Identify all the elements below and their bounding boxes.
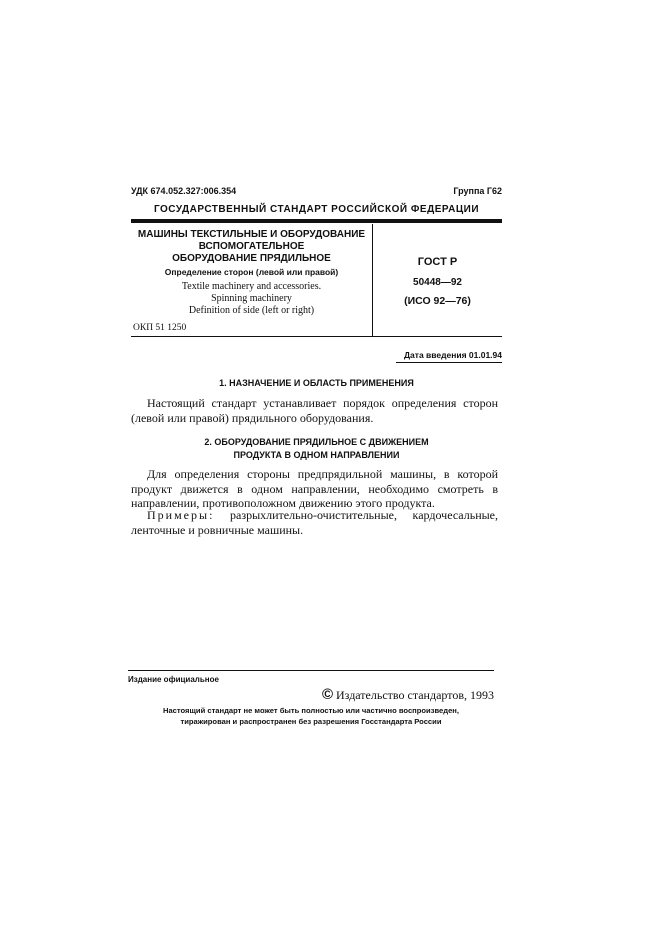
- title-line-2: ВСПОМОГАТЕЛЬНОЕ: [198, 241, 305, 252]
- title-line-3: ОБОРУДОВАНИЕ ПРЯДИЛЬНОЕ: [172, 253, 331, 264]
- group-code: Группа Г62: [453, 186, 502, 196]
- introduction-date-underline: [396, 362, 502, 363]
- examples-text: разрыхлительно-очистительные, кардочесальные, ленточные и ровничные машины.: [131, 508, 499, 537]
- section-1-text: Настоящий стандарт устанавливает порядок определения сторон (левой или правой) прядильного оборудования.: [131, 396, 498, 425]
- section-2-text: Для определения стороны предпрядильной машины, в которой продукт движется в одном направлении, необходимо смотреть в направлении, противоположном движению этого продукта.: [131, 467, 498, 510]
- title-block: [131, 224, 372, 336]
- introduction-date: Дата введения 01.01.94: [404, 350, 502, 360]
- english-title-line-3: Definition of side (left or right): [188, 305, 315, 316]
- section-1-heading: 1. НАЗНАЧЕНИЕ И ОБЛАСТЬ ПРИМЕНЕНИЯ: [219, 378, 414, 388]
- examples-label: Примеры:: [147, 508, 215, 522]
- copyright-notice-line-1: Настоящий стандарт не может быть полностью или частично воспроизведен,: [162, 706, 460, 715]
- section-2-examples: [131, 508, 498, 537]
- copyright-line: [300, 686, 494, 703]
- gost-number: 50448—92: [413, 277, 462, 288]
- header-rule: [131, 219, 502, 223]
- okp-code: ОКП 51 1250: [133, 323, 187, 333]
- gost-label: ГОСТ Р: [417, 256, 458, 268]
- official-edition: Издание официальное: [128, 675, 219, 684]
- title-line-1: МАШИНЫ ТЕКСТИЛЬНЫЕ И ОБОРУДОВАНИЕ: [137, 229, 366, 240]
- english-title-line-1: Textile machinery and accessories.: [181, 281, 322, 292]
- section-2-heading-line-2: ПРОДУКТА В ОДНОМ НАПРАВЛЕНИИ: [233, 450, 400, 460]
- section-2-heading-line-1: 2. ОБОРУДОВАНИЕ ПРЯДИЛЬНОЕ С ДВИЖЕНИЕМ: [204, 437, 429, 447]
- state-standard-heading: ГОСУДАРСТВЕННЫЙ СТАНДАРТ РОССИЙСКОЙ ФЕДЕРАЦИИ: [153, 204, 480, 215]
- english-title-line-2: Spinning machinery: [211, 293, 292, 304]
- title-subtitle: Определение сторон (левой или правой): [164, 267, 339, 277]
- copyright-notice-line-2: тиражирован и распространен без разрешения Госстандарта России: [180, 717, 442, 726]
- udk-code: УДК 674.052.327:006.354: [131, 186, 237, 196]
- title-block-bottom-rule: [131, 336, 502, 337]
- iso-reference: (ИСО 92—76): [404, 295, 471, 307]
- footer-rule: [128, 670, 494, 671]
- copyright-text: Издательство стандартов, 1993: [336, 688, 494, 702]
- copyright-icon: ©: [321, 686, 333, 703]
- gost-block: [373, 224, 502, 336]
